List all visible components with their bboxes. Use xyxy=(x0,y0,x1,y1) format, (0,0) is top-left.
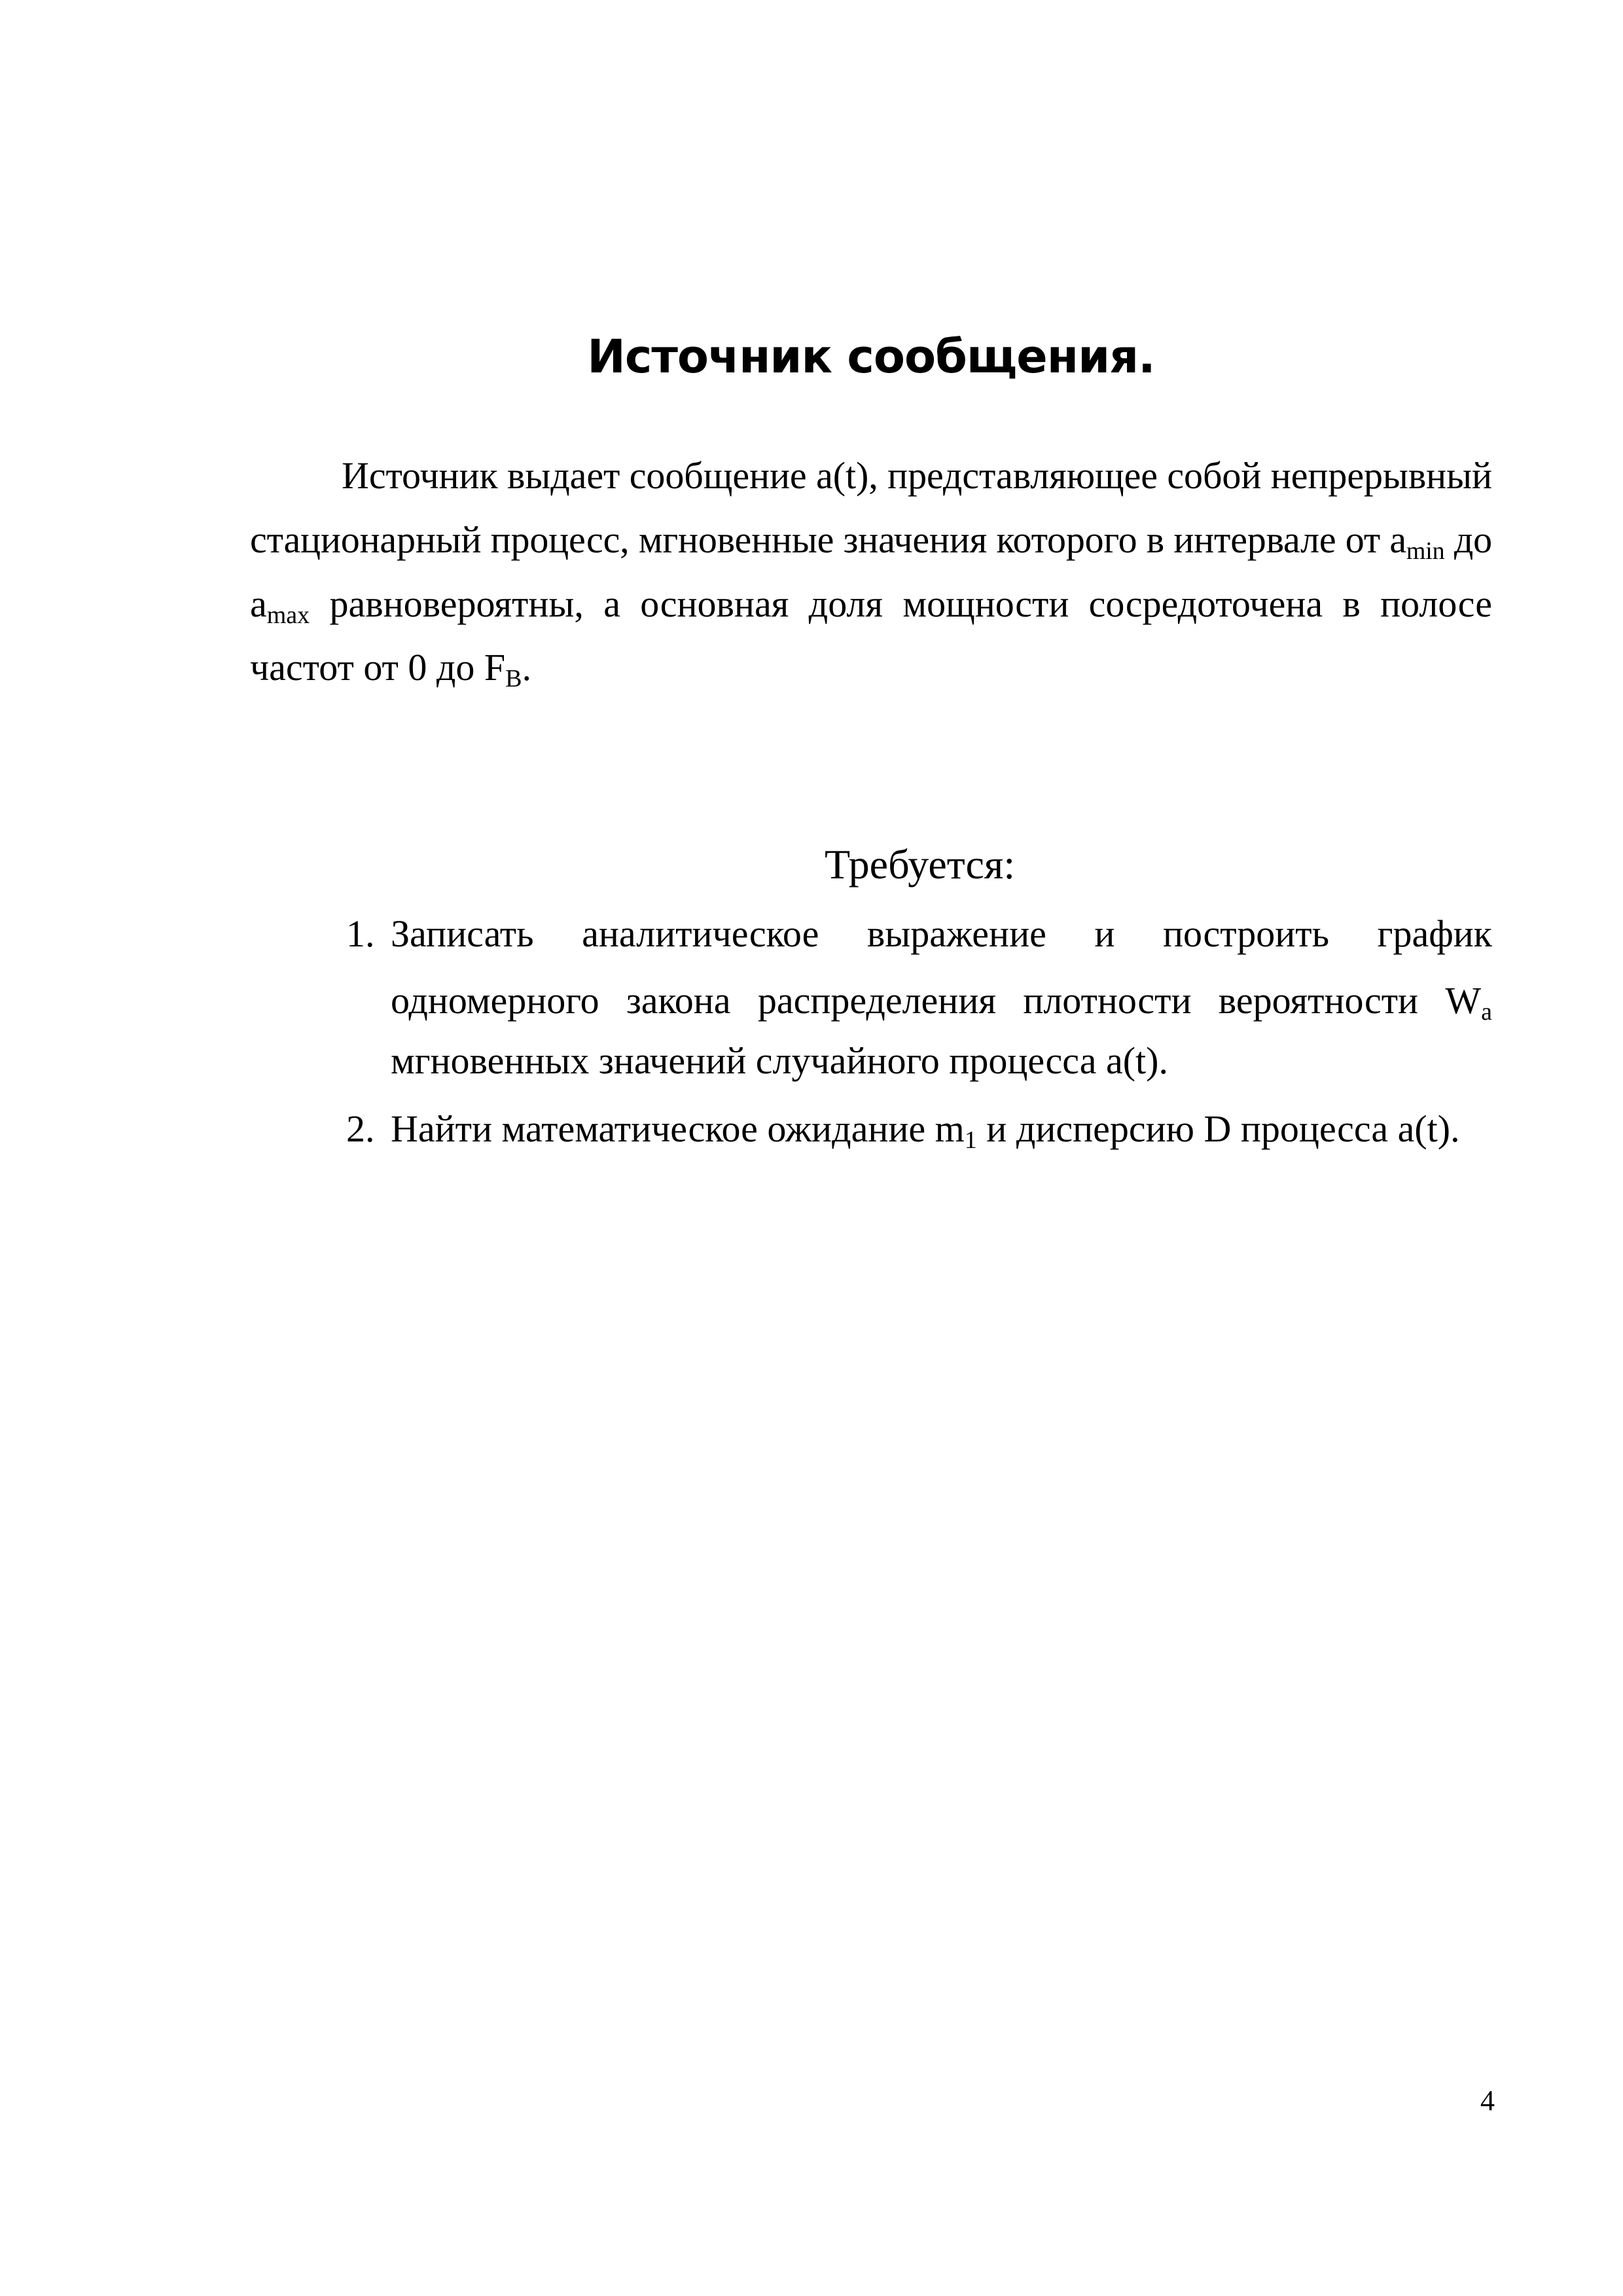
list-item-line xyxy=(391,969,1492,1033)
paragraph-line: Источник выдает сообщение a(t), представляющее собой непрерывный xyxy=(342,454,1492,497)
list-number: 2. xyxy=(346,1107,375,1150)
list-item-line: Записать аналитическое выражение и построить график xyxy=(391,912,1492,955)
list-item-line: мгновенных значений случайного процесса a(t). xyxy=(391,1039,1168,1082)
page-title: Источник сообщения. xyxy=(587,330,1155,384)
text: стационарный процесс, мгновенные значения которого в интервале от a xyxy=(250,518,1406,561)
requirements-heading: Требуется: xyxy=(825,841,1016,888)
subscript: В xyxy=(505,665,522,692)
text: Найти математическое ожидание m xyxy=(391,1107,965,1150)
text: и дисперсию D процесса a(t). xyxy=(976,1107,1460,1150)
text: частот от 0 до F xyxy=(250,646,506,689)
list-item-line xyxy=(391,1097,1460,1161)
list-number: 1. xyxy=(346,912,375,955)
page-number: 4 xyxy=(1480,2085,1495,2117)
text: одномерного закона распределения плотности вероятности W xyxy=(391,979,1482,1022)
paragraph-line xyxy=(250,572,1492,636)
text: a xyxy=(250,583,267,625)
paragraph-line xyxy=(250,636,531,700)
subscript: max xyxy=(266,601,310,629)
text: равновероятны, а основная доля мощности сосредоточена в полосе xyxy=(310,583,1492,625)
text: . xyxy=(522,646,532,689)
text: до xyxy=(1444,518,1492,561)
subscript: 1 xyxy=(964,1126,977,1154)
paragraph-line xyxy=(250,508,1492,572)
subscript: a xyxy=(1481,998,1492,1026)
subscript: min xyxy=(1406,537,1445,565)
